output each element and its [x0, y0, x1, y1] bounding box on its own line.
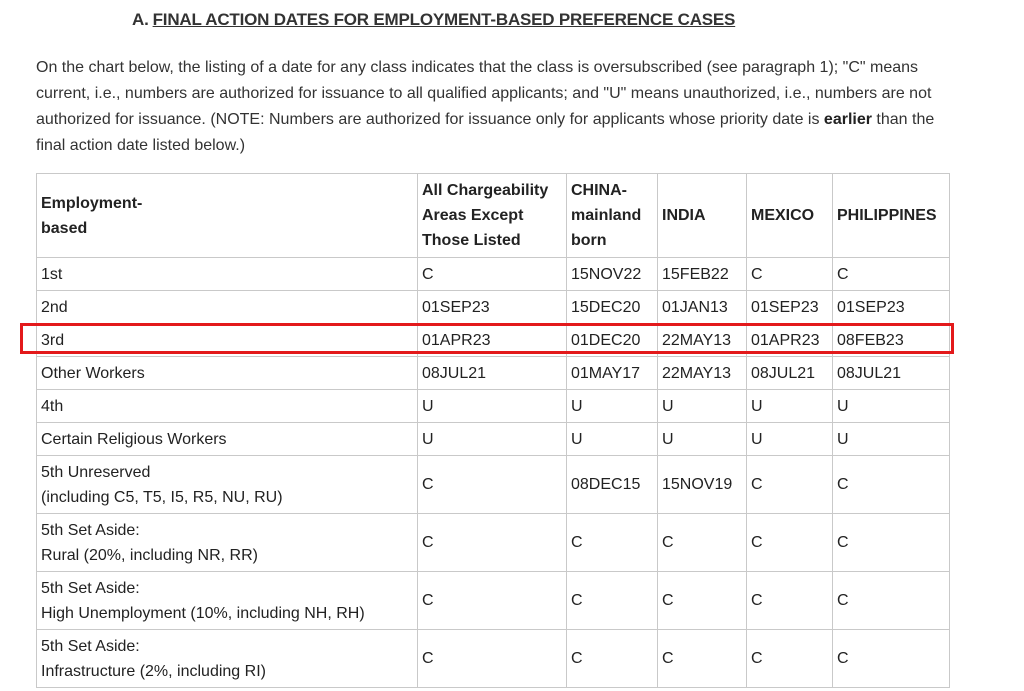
header-china: CHINA- mainland born — [567, 174, 658, 258]
cell-india: 22MAY13 — [658, 324, 747, 357]
cell-philippines: C — [833, 258, 950, 291]
cell-mexico: 01APR23 — [747, 324, 833, 357]
cell-china: 01MAY17 — [567, 357, 658, 390]
cell-china: 08DEC15 — [567, 456, 658, 514]
cell-mexico: 08JUL21 — [747, 357, 833, 390]
table-row — [37, 357, 950, 390]
row-label: 3rd — [37, 324, 418, 357]
row-label: 5th Unreserved (including C5, T5, I5, R5, NU, RU) — [37, 456, 418, 514]
cell-china: C — [567, 514, 658, 572]
section-heading — [132, 10, 735, 30]
cell-india: 15FEB22 — [658, 258, 747, 291]
header-india: INDIA — [658, 174, 747, 258]
section-title: FINAL ACTION DATES FOR EMPLOYMENT-BASED PREFERENCE CASES — [152, 10, 736, 29]
row-label: 5th Set Aside: Rural (20%, including NR, RR) — [37, 514, 418, 572]
row-label: 4th — [37, 390, 418, 423]
cell-mexico: C — [747, 514, 833, 572]
cell-mexico: C — [747, 456, 833, 514]
cell-all: C — [418, 514, 567, 572]
row-label: Other Workers — [37, 357, 418, 390]
cell-india: 22MAY13 — [658, 357, 747, 390]
row-label: Certain Religious Workers — [37, 423, 418, 456]
table-row — [37, 390, 950, 423]
cell-mexico: U — [747, 390, 833, 423]
cell-all: C — [418, 572, 567, 630]
cell-philippines: 08JUL21 — [833, 357, 950, 390]
cell-philippines: C — [833, 456, 950, 514]
table-row — [37, 258, 950, 291]
cell-china: 15NOV22 — [567, 258, 658, 291]
cell-india: U — [658, 390, 747, 423]
cell-mexico: C — [747, 572, 833, 630]
cell-india: U — [658, 423, 747, 456]
table-row — [37, 423, 950, 456]
section-letter: A. — [132, 10, 149, 29]
row-label: 5th Set Aside: High Unemployment (10%, including NH, RH) — [37, 572, 418, 630]
cell-philippines: U — [833, 423, 950, 456]
table-row — [37, 572, 950, 630]
cell-mexico: U — [747, 423, 833, 456]
cell-all: U — [418, 390, 567, 423]
header-mexico: MEXICO — [747, 174, 833, 258]
cell-philippines: U — [833, 390, 950, 423]
cell-india: C — [658, 630, 747, 688]
cell-china: 01DEC20 — [567, 324, 658, 357]
header-philippines: PHILIPPINES — [833, 174, 950, 258]
cell-china: C — [567, 630, 658, 688]
intro-paragraph — [36, 55, 936, 159]
cell-china: 15DEC20 — [567, 291, 658, 324]
cell-mexico: C — [747, 258, 833, 291]
cell-all: 08JUL21 — [418, 357, 567, 390]
cell-china: U — [567, 423, 658, 456]
cell-all: C — [418, 258, 567, 291]
table-row — [37, 514, 950, 572]
table-row — [37, 456, 950, 514]
cell-philippines: 08FEB23 — [833, 324, 950, 357]
cell-all: 01APR23 — [418, 324, 567, 357]
cell-all: C — [418, 630, 567, 688]
cell-all: 01SEP23 — [418, 291, 567, 324]
cell-india: 01JAN13 — [658, 291, 747, 324]
header-all-chargeability: All Chargeability Areas Except Those Listed — [418, 174, 567, 258]
table-row — [37, 291, 950, 324]
cell-india: 15NOV19 — [658, 456, 747, 514]
intro-text-2: than the final action date listed below.) — [36, 111, 935, 154]
row-label: 1st — [37, 258, 418, 291]
cell-china: U — [567, 390, 658, 423]
final-action-dates-table — [36, 173, 950, 688]
cell-mexico: C — [747, 630, 833, 688]
row-label: 2nd — [37, 291, 418, 324]
header-employment-based: Employment- based — [37, 174, 418, 258]
cell-philippines: C — [833, 630, 950, 688]
table-header-row — [37, 174, 950, 258]
table-row — [37, 630, 950, 688]
cell-all: C — [418, 456, 567, 514]
cell-china: C — [567, 572, 658, 630]
row-label: 5th Set Aside: Infrastructure (2%, including RI) — [37, 630, 418, 688]
cell-philippines: C — [833, 514, 950, 572]
cell-philippines: 01SEP23 — [833, 291, 950, 324]
cell-india: C — [658, 514, 747, 572]
cell-india: C — [658, 572, 747, 630]
cell-all: U — [418, 423, 567, 456]
table-row-highlighted — [37, 324, 950, 357]
intro-text-1: On the chart below, the listing of a date for any class indicates that the class is oversubscribed (see paragraph 1); "C" means current, i.e., numbers are authorized for issuance to all qualified applicants; and "U" means unauthorized, i.e., numbers are not authorized for issuance. (NOTE: Numbers are authorized for issuance only for applicants whose priority date is — [36, 59, 932, 128]
cell-mexico: 01SEP23 — [747, 291, 833, 324]
intro-bold-earlier: earlier — [823, 111, 872, 128]
cell-philippines: C — [833, 572, 950, 630]
